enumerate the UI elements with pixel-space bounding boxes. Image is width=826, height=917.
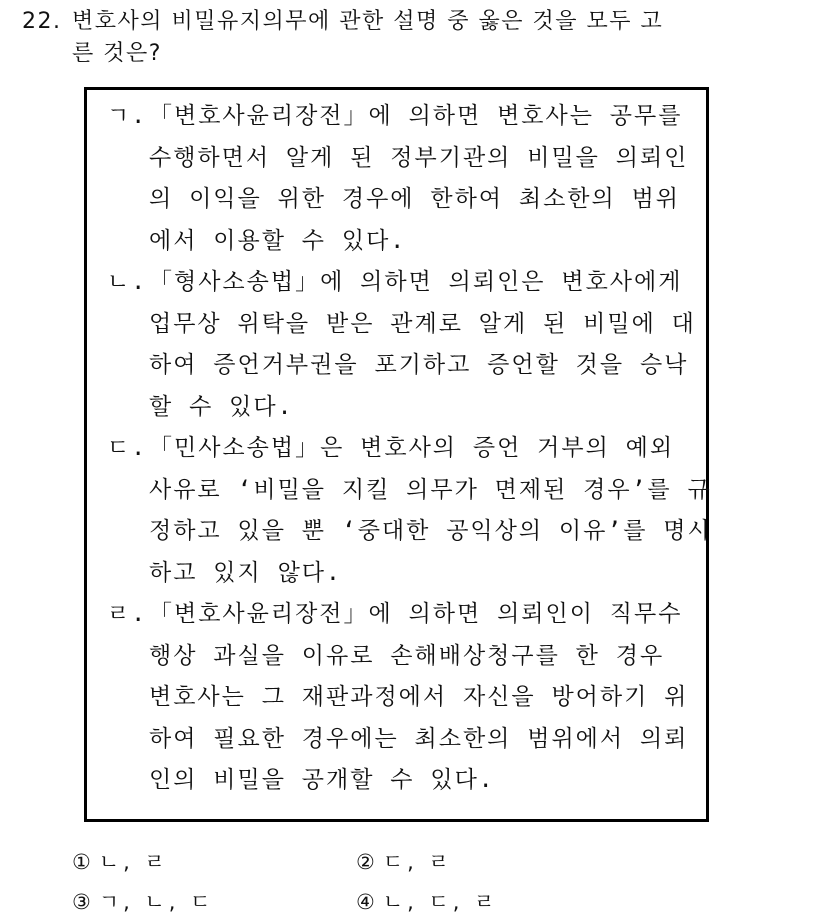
statement-box	[84, 87, 712, 822]
statement-line: 의 이익을 위한 경우에 한하여 최소한의 범위	[149, 186, 681, 212]
statement-line: 「변호사윤리장전」에 의하면 의뢰인이 직무수	[149, 601, 683, 627]
statement-marker: ㄷ.	[107, 435, 148, 461]
question-text-2: 른 것은?	[72, 41, 162, 66]
option-2[interactable]	[356, 846, 453, 876]
statement-line: 「형사소송법」에 의하면 의뢰인은 변호사에게	[149, 269, 683, 295]
statement-line: 「민사소송법」은 변호사의 증언 거부의 예외	[149, 435, 675, 461]
statement-item-nieun	[107, 262, 697, 428]
statement-marker: ㄹ.	[107, 601, 148, 627]
statement-line: 정하고 있을 뿐 ‘중대한 공익상의 이유’를 명시	[149, 518, 712, 544]
statement-item-giyeok	[107, 96, 697, 262]
question-text-1: 변호사의 비밀유지의무에 관한 설명 중 옳은 것을 모두 고	[72, 9, 664, 34]
statement-line: 「변호사윤리장전」에 의하면 변호사는 공무를	[149, 103, 683, 129]
option-number: ③	[72, 890, 91, 914]
option-number: ②	[356, 850, 375, 874]
question-stem	[22, 6, 802, 70]
option-3[interactable]	[72, 886, 214, 916]
question-line-1	[22, 6, 802, 38]
statement-line: 하고 있지 않다.	[149, 559, 342, 586]
statement-line: 변호사는 그 재판과정에서 자신을 방어하기 위	[149, 684, 689, 710]
statement-marker: ㄴ.	[107, 269, 148, 295]
statement-line: 하여 필요한 경우에는 최소한의 범위에서 의뢰	[149, 725, 689, 752]
statement-line: 업무상 위탁을 받은 관계로 알게 된 비밀에 대	[149, 310, 696, 337]
option-1[interactable]	[72, 846, 169, 876]
statement-marker: ㄱ.	[107, 103, 148, 129]
option-text: ㄴ, ㄹ	[98, 850, 169, 874]
option-number: ④	[356, 890, 375, 914]
option-4[interactable]	[356, 886, 498, 916]
statement-list	[107, 96, 712, 802]
question-number: 22.	[22, 9, 62, 34]
statement-line: 에서 이용할 수 있다.	[149, 227, 407, 254]
option-text: ㄴ, ㄷ, ㄹ	[382, 890, 499, 914]
statement-item-rieul	[107, 594, 697, 802]
statement-line: 할 수 있다.	[149, 393, 294, 420]
statement-item-digeut	[107, 428, 712, 594]
option-text: ㄷ, ㄹ	[382, 850, 453, 874]
statement-line: 하여 증언거부권을 포기하고 증언할 것을 승낙	[149, 352, 689, 378]
statement-line: 사유로 ‘비밀을 지킬 의무가 면제된 경우’를 규	[149, 476, 712, 503]
option-text: ㄱ, ㄴ, ㄷ	[98, 890, 215, 914]
option-number: ①	[72, 850, 91, 874]
statement-line: 행상 과실을 이유로 손해배상청구를 한 경우	[149, 642, 665, 669]
statement-line: 수행하면서 알게 된 정부기관의 비밀을 의뢰인	[149, 144, 689, 171]
statement-line: 인의 비밀을 공개할 수 있다.	[149, 767, 495, 793]
